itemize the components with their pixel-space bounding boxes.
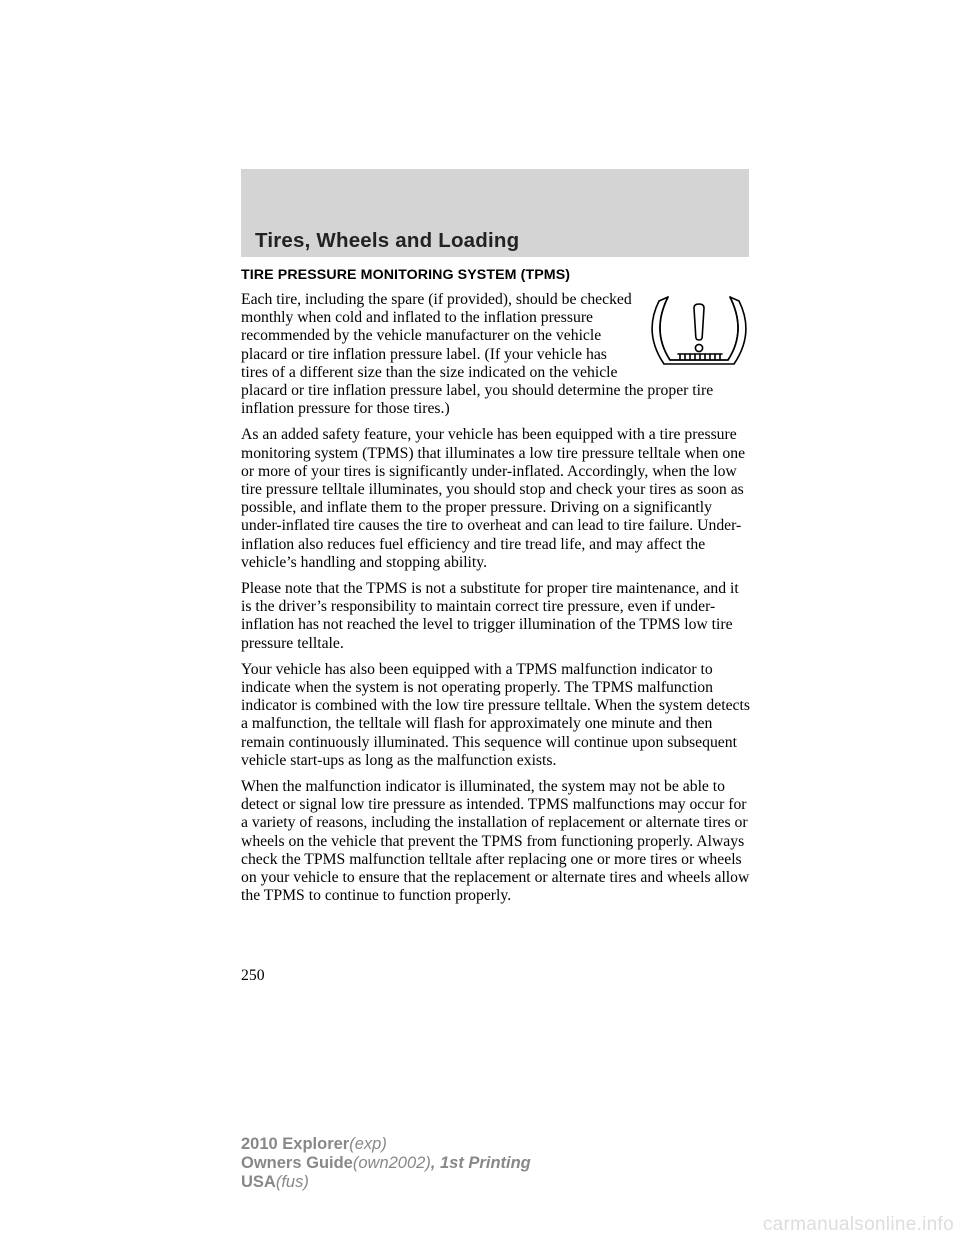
section-heading: TIRE PRESSURE MONITORING SYSTEM (TPMS) [241, 267, 571, 283]
paragraph-2: As an added safety feature, your vehicle has been equipped with a tire pressure monitoring system (TPMS) that illuminates a low tire pressure telltale when one or more of your tires is significantly under-inflated. Accordingly, when the low tire pressure telltale illuminates, you should stop and check your tires as soon as possible, and inflate them to the proper pressure. Driving on a significantly under-inflated tire causes the tire to overheat and can lead to tire failure. Under-inflation also reduces fuel efficiency and tire tread life, and may affect the vehicle’s handling and stopping ability. [241, 426, 746, 571]
footer-printing: , 1st Printing [430, 1154, 531, 1172]
paragraph-3: Please note that the TPMS is not a substitute for proper tire maintenance, and it is the driver’s responsibility to maintain correct tire pressure, even if under-inflation has not reached the level to trigger illumination of the TPMS low tire pressure telltale. [241, 580, 739, 652]
footer-guide-code: (own2002) [352, 1154, 431, 1172]
footer-line-1 [241, 1135, 531, 1154]
paragraph-4: Your vehicle has also been equipped with a TPMS malfunction indicator to indicate when the system is not operating properly. The TPMS malfunction indicator is combined with the low tire pressure telltale. When the system detects a malfunction, the telltale will flash for approximately one minute and then remain continuously illuminated. This sequence will continue upon subsequent vehicle start-ups as long as the malfunction exists. [241, 660, 750, 769]
paragraph-5: When the malfunction indicator is illuminated, the system may not be able to detect or signal low tire pressure as intended. TPMS malfunctions may occur for a variety of reasons, including the installation of replacement or alternate tires or wheels on the vehicle that prevent the TPMS from functioning properly. Always check the TPMS malfunction telltale after replacing one or more tires or wheels on your vehicle to ensure that the replacement or alternate tires and wheels allow the TPMS to continue to function properly. [241, 778, 750, 905]
footer-guide: Owners Guide [241, 1154, 353, 1172]
content [241, 265, 751, 914]
footer-line-3 [241, 1173, 531, 1192]
watermark: carmanualsonline.info [762, 1214, 954, 1235]
tpms-warning-icon [649, 291, 751, 371]
print-footer [241, 1135, 531, 1192]
footer-market: USA [241, 1173, 276, 1191]
header-bar [241, 169, 749, 257]
page-section-title: Tires, Wheels and Loading [255, 229, 520, 252]
paragraph-1: Each tire, including the spare (if provided), should be checked monthly when cold and inflated to the inflation pressure recommended by the vehicle manufacturer on the vehicle placard or tire inflation pressure label. (If your vehicle has tires of a different size than the size indicated on the vehicle placard or tire inflation pressure label, you should determine the proper tire inflation pressure for those tires.) [241, 291, 714, 418]
footer-model: 2010 Explorer [241, 1135, 350, 1153]
page-number: 250 [241, 967, 265, 984]
footer-model-code: (exp) [349, 1135, 387, 1153]
footer-line-2 [241, 1154, 531, 1173]
footer-market-code: (fus) [275, 1173, 309, 1191]
